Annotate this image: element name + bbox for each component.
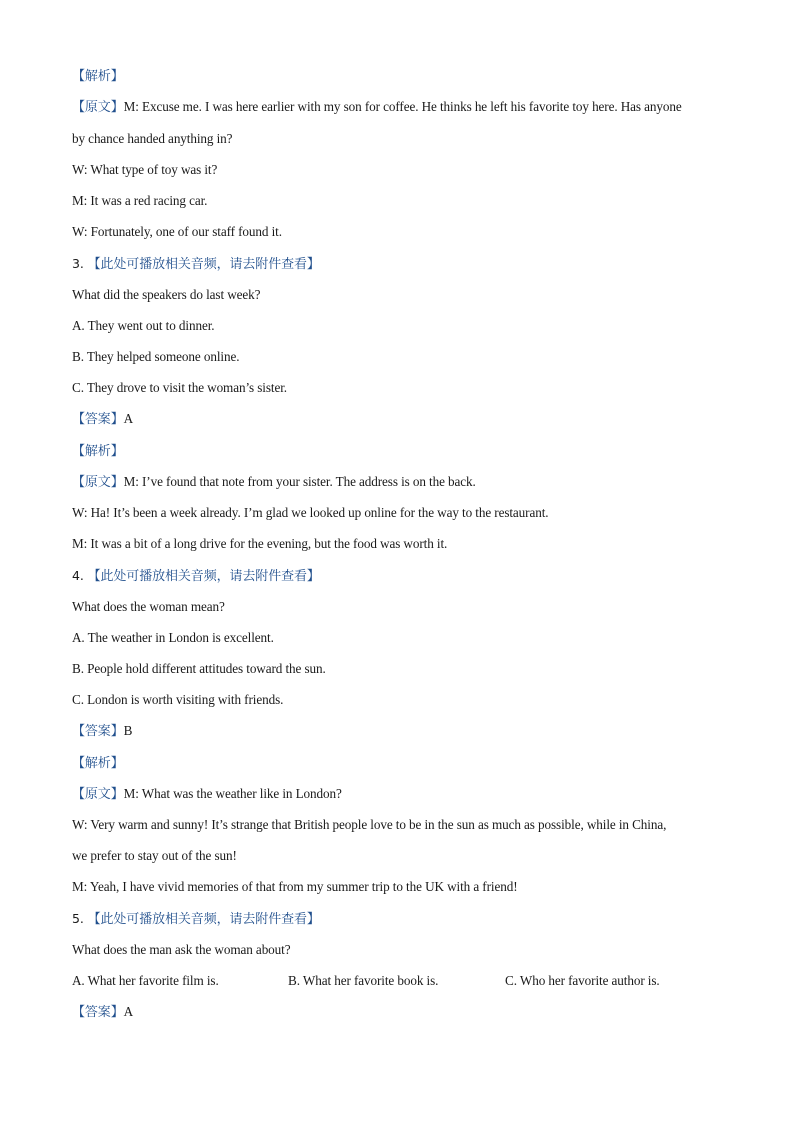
answer-value: B [123, 723, 133, 738]
dialogue-text: M: Excuse me. I was here earlier with my son for coffee. He thinks he left his favorite toy here. Has anyone [123, 99, 682, 114]
analysis-heading [72, 755, 124, 772]
original-text-line [72, 474, 476, 491]
dialogue-line: M: It was a bit of a long drive for the evening, but the food was worth it. [72, 536, 448, 551]
analysis-tag: 【解析】 [72, 756, 124, 771]
analysis-heading [72, 68, 124, 85]
question-5-option-b: B. What her favorite book is. [288, 973, 439, 988]
question-4-text: What does the woman mean? [72, 599, 225, 614]
question-3-option-c: C. They drove to visit the woman’s sister. [72, 380, 287, 395]
question-3-header [72, 256, 320, 273]
question-5-option-a: A. What her favorite film is. [72, 973, 219, 988]
audio-note-link[interactable]: 【此处可播放相关音频，请去附件查看】 [87, 569, 320, 584]
question-5-option-c: C. Who her favorite author is. [505, 973, 660, 988]
answer-tag: 【答案】 [72, 724, 124, 739]
question-5-answer [72, 1004, 133, 1021]
original-tag: 【原文】 [72, 475, 124, 490]
dialogue-line: we prefer to stay out of the sun! [72, 848, 237, 863]
answer-value: A [123, 411, 134, 426]
dialogue-line: M: It was a red racing car. [72, 193, 208, 208]
question-5-text: What does the man ask the woman about? [72, 942, 291, 957]
dialogue-text: M: What was the weather like in London? [123, 786, 342, 801]
question-3-option-a: A. They went out to dinner. [72, 318, 215, 333]
original-tag: 【原文】 [72, 787, 124, 802]
question-3-answer [72, 411, 133, 428]
original-text-line [72, 786, 342, 803]
question-4-header [72, 568, 320, 585]
question-3-option-b: B. They helped someone online. [72, 349, 240, 364]
answer-tag: 【答案】 [72, 1005, 124, 1020]
answer-value: A [123, 1004, 134, 1019]
dialogue-text: M: I’ve found that note from your sister. The address is on the back. [123, 474, 476, 489]
dialogue-line: W: Very warm and sunny! It’s strange that British people love to be in the sun as much as possible, while in China, [72, 817, 667, 832]
question-number: 5. [72, 911, 84, 926]
question-4-option-b: B. People hold different attitudes toward the sun. [72, 661, 326, 676]
question-4-option-a: A. The weather in London is excellent. [72, 630, 274, 645]
dialogue-line: W: Ha! It’s been a week already. I’m glad we looked up online for the way to the restaurant. [72, 505, 549, 520]
original-text-line [72, 99, 682, 116]
question-number: 3. [72, 256, 84, 271]
question-3-text: What did the speakers do last week? [72, 287, 261, 302]
original-tag: 【原文】 [72, 100, 124, 115]
analysis-heading [72, 443, 124, 460]
question-number: 4. [72, 568, 84, 583]
analysis-tag: 【解析】 [72, 444, 124, 459]
dialogue-line: M: Yeah, I have vivid memories of that from my summer trip to the UK with a friend! [72, 879, 518, 894]
dialogue-line: W: Fortunately, one of our staff found it. [72, 224, 282, 239]
question-5-header [72, 911, 320, 928]
dialogue-line: by chance handed anything in? [72, 131, 233, 146]
analysis-tag: 【解析】 [72, 69, 124, 84]
question-5-options [72, 973, 732, 989]
question-4-answer [72, 723, 132, 740]
question-4-option-c: C. London is worth visiting with friends. [72, 692, 284, 707]
dialogue-line: W: What type of toy was it? [72, 162, 218, 177]
audio-note-link[interactable]: 【此处可播放相关音频，请去附件查看】 [87, 912, 320, 927]
audio-note-link[interactable]: 【此处可播放相关音频，请去附件查看】 [87, 257, 320, 272]
answer-tag: 【答案】 [72, 412, 124, 427]
